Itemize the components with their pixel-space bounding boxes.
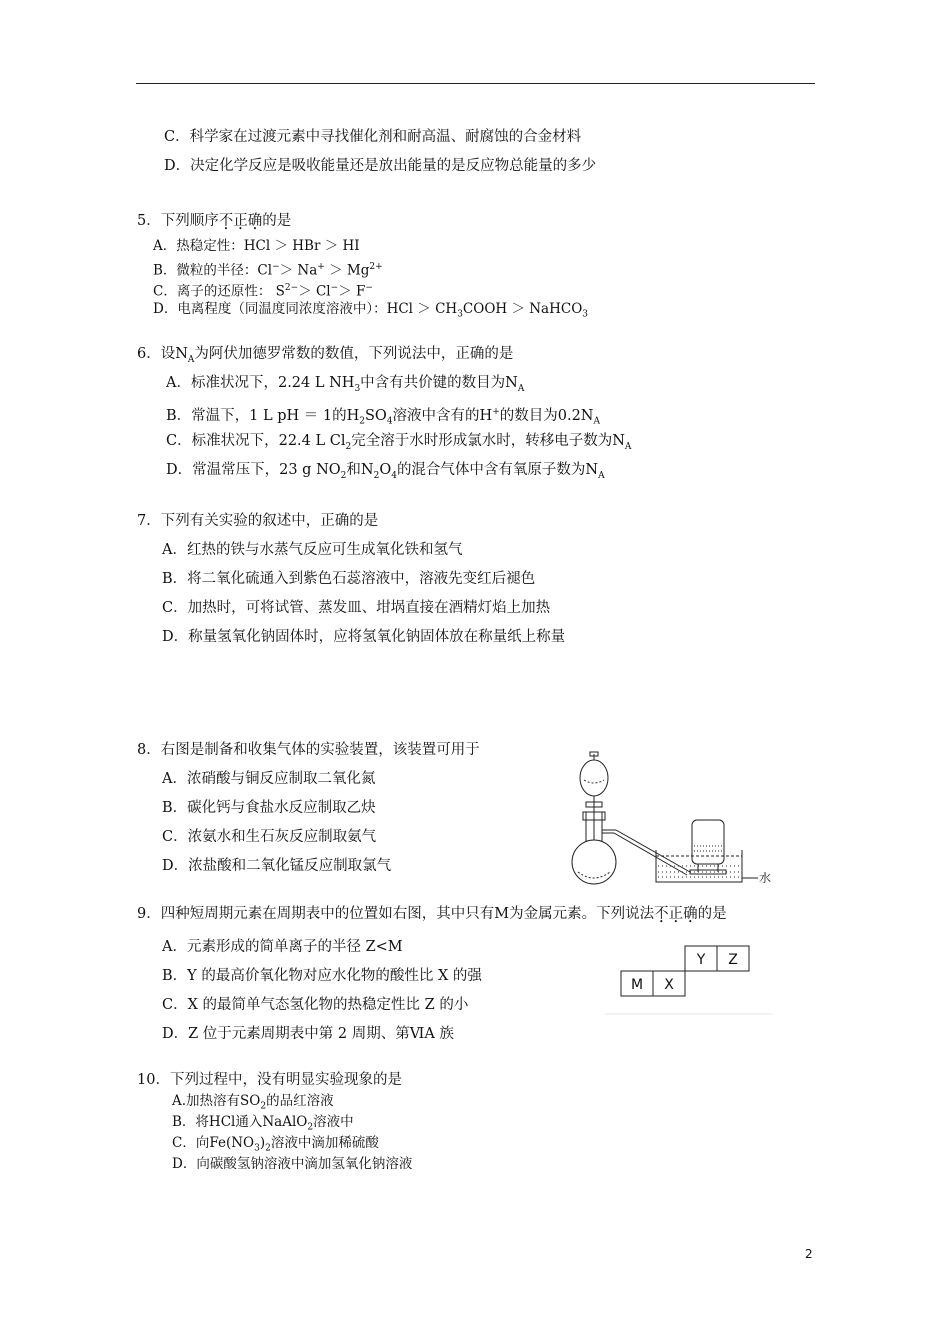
q7-stem: 7．下列有关实验的叙述中，正确的是 xyxy=(137,513,379,529)
cell-z: Z xyxy=(728,952,738,968)
q8-option-b: B．碳化钙与食盐水反应制取乙炔 xyxy=(162,800,376,816)
q7-option-d: D．称量氢氧化钠固体时，应将氢氧化钠固体放在称量纸上称量 xyxy=(162,629,566,645)
cell-y: Y xyxy=(696,952,706,968)
q10-option-d: D．向碳酸氢钠溶液中滴加氢氧化钠溶液 xyxy=(172,1156,413,1172)
q10-option-b: B．将HCl通入NaAlO$_2$溶液中 xyxy=(172,1114,354,1133)
q9-option-b: B．Y 的最高价氧化物对应水化物的酸性比 X 的强 xyxy=(162,968,482,984)
q8-stem: 8．右图是制备和收集气体的实验装置，该装置可用于 xyxy=(137,742,480,758)
gas-apparatus-figure xyxy=(566,750,782,890)
q9-option-d: D．Z 位于元素周期表中第 2 周期、第ⅥA 族 xyxy=(162,1026,454,1042)
page-number: 2 xyxy=(805,1247,813,1261)
header-rule xyxy=(136,83,815,84)
q6-stem: 6．设$N_A$为阿伏加德罗常数的数值，下列说法中，正确的是 xyxy=(137,346,514,365)
cell-x: X xyxy=(664,977,674,993)
q9-option-a: A．元素形成的简单离子的半径 Z<M xyxy=(162,939,403,955)
q7-option-c: C．加热时，可将试管、蒸发皿、坩埚直接在酒精灯焰上加热 xyxy=(162,600,551,616)
q6-option-c: C．标准状况下，22.4 L $Cl_2$完全溶于水时形成氯水时，转移电子数为$N_A$ xyxy=(166,433,632,452)
q5-option-c: C．离子的还原性： $S^{2-}> Cl^-> F^-$ xyxy=(153,283,373,300)
q5-stem: 5．下列顺序不正确的是 xyxy=(137,213,292,229)
q7-option-a: A．红热的铁与水蒸气反应可生成氧化铁和氢气 xyxy=(162,542,463,558)
q9-option-c: C．X 的最简单气态氢化物的热稳定性比 Z 的小 xyxy=(162,997,469,1013)
q9-stem: 9．四种短周期元素在周期表中的位置如右图，其中只有M为金属元素。下列说法不正确的是 xyxy=(137,906,727,922)
q5-option-d: D．电离程度（同温度同浓度溶液中）：HCl ＞ $CH_3COOH$ ＞ NaHCO$_3$ xyxy=(153,301,589,320)
q6-option-b: B．常温下，1 L pH ＝ 1的$H_2SO_4$溶液中含有的H+的数目为$0.2N_A$ xyxy=(166,407,600,427)
q8-option-a: A．浓硝酸与铜反应制取二氧化氮 xyxy=(162,771,376,787)
q7-option-b: B．将二氧化硫通入到紫色石蕊溶液中，溶液先变红后褪色 xyxy=(162,571,536,587)
q5-option-b: B．微粒的半径：$Cl^-> Na^+ > Mg^{2+}$ xyxy=(153,262,383,279)
periodic-table-fragment xyxy=(605,941,775,1015)
q6-option-d: D．常温常压下，23 g $NO_2$和$N_2O_4$的混合气体中含有氧原子数为$N_A$ xyxy=(166,462,605,481)
q5-option-a: A．热稳定性：HCl ＞ HBr ＞ HI xyxy=(153,238,360,254)
q4-option-c: C．科学家在过渡元素中寻找催化剂和耐高温、耐腐蚀的合金材料 xyxy=(164,129,582,145)
q6-option-a: A．标准状况下，2.24 L $NH_3$中含有共价键的数目为$N_A$ xyxy=(166,375,525,394)
q10-stem: 10．下列过程中，没有明显实验现象的是 xyxy=(137,1072,402,1088)
water-label: 水 xyxy=(759,871,772,885)
q10-option-c: C．向$Fe(NO_3)_2$溶液中滴加稀硫酸 xyxy=(172,1135,379,1154)
q4-option-d: D．决定化学反应是吸收能量还是放出能量的是反应物总能量的多少 xyxy=(164,158,597,174)
q8-option-d: D．浓盐酸和二氧化锰反应制取氯气 xyxy=(162,858,392,874)
q10-option-a: A.加热溶有$SO_2$的品红溶液 xyxy=(172,1093,334,1112)
q8-option-c: C．浓氨水和生石灰反应制取氨气 xyxy=(162,829,377,845)
cell-m: M xyxy=(630,977,644,993)
